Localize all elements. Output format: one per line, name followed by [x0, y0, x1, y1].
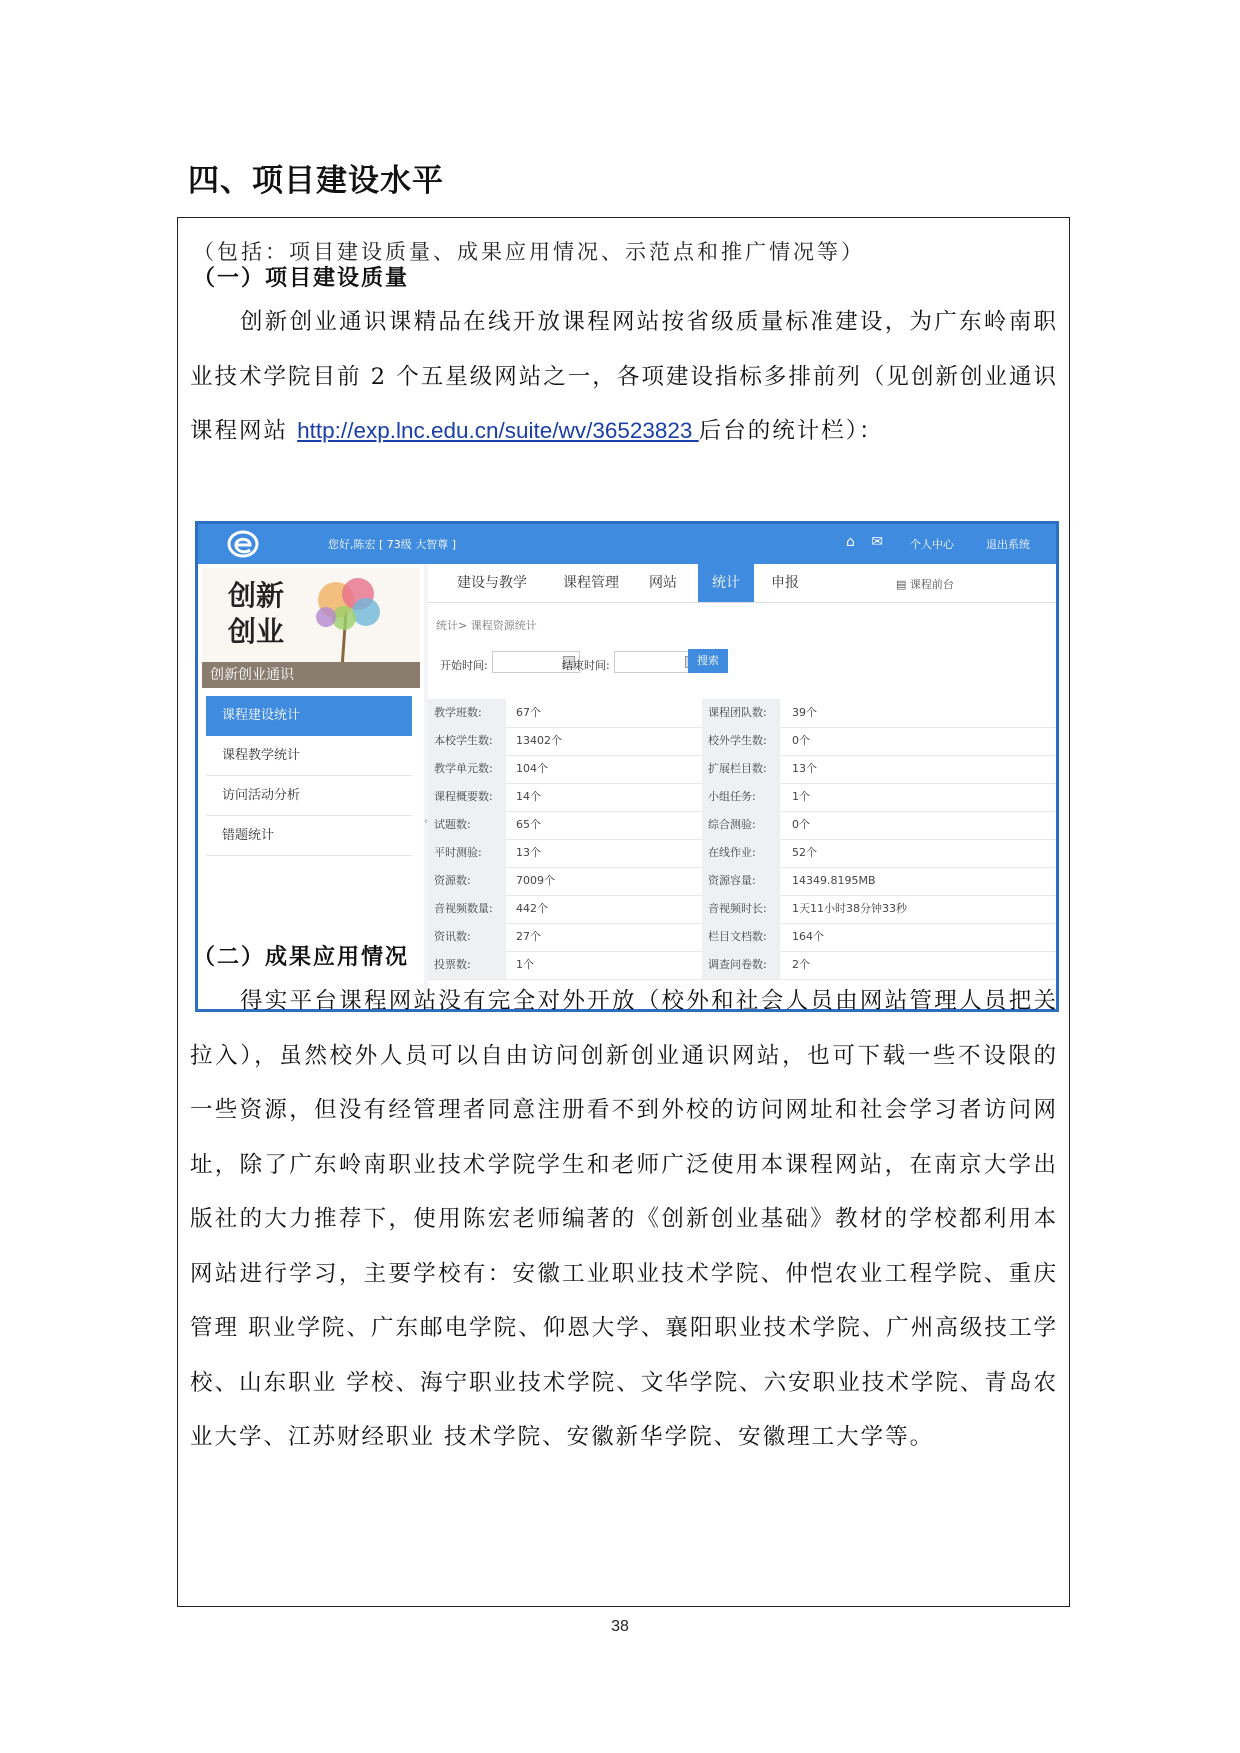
menu-visit-analysis[interactable]: 访问活动分析: [206, 776, 412, 816]
stat-value: 7009个: [516, 874, 555, 887]
user-greeting: 您好,陈宏 [ 73级 大智尊 ]: [328, 538, 457, 551]
table-row: [428, 867, 1058, 896]
user-center-link[interactable]: 个人中心: [910, 538, 954, 551]
table-row: [428, 811, 1058, 840]
table-row: [428, 755, 1058, 784]
tab-course-manage[interactable]: 课程管理: [563, 575, 619, 591]
quality-paragraph: [190, 295, 1058, 459]
banner-caption: 创新创业通识: [202, 662, 420, 688]
end-time-label: 结束时间:: [562, 659, 610, 672]
application-paragraph: 得实平台课程网站没有完全对外开放（校外和社会人员由网站管理人员把关拉入），虽然校外人员可以自由访问创新创业通识网站，也可下载一些不设限的一些资源，但没有经管理者同意注册看不到外校的访问网址和社会学习者访问网址，除了广东岭南职业技术学院学生和老师广泛使用本课程网站，在南京大学出版社的大力推荐下，使用陈宏老师编著的《创新创业基础》教材的学校都利用本网站进行学习，主要学校有：安徽工业职业技术学院、仲恺农业工程学院、重庆管理 职业学院、广东邮电学院、仰恩大学、襄阳职业技术学院、广州高级技工学校、山东职业 学校、海宁职业技术学院、文华学院、六安职业技术学院、青岛农业大学、江苏财经职业 技术学院、安徽新华学院、安徽理工大学等。: [190, 988, 1058, 1450]
stat-value: 52个: [792, 846, 817, 859]
tree-illustration-icon: [306, 572, 406, 668]
stat-label: 本校学生数:: [428, 727, 506, 755]
start-time-label: 开始时间:: [440, 659, 488, 672]
quality-text-end: 后台的统计栏）：: [698, 418, 884, 444]
stats-panel: [428, 603, 1058, 1012]
search-button[interactable]: 搜索: [688, 649, 728, 673]
tab-statistics[interactable]: 统计: [698, 564, 754, 602]
table-row: [428, 727, 1058, 756]
home-mail-icons[interactable]: ⌂ ✉: [846, 534, 890, 550]
stat-label: 资讯数:: [428, 923, 506, 951]
logout-link[interactable]: 退出系统: [986, 538, 1030, 551]
stat-label: 资源数:: [428, 867, 506, 895]
stat-label: 试题数:: [428, 811, 506, 839]
stat-label: 课程概要数:: [428, 783, 506, 811]
stat-value: 13个: [792, 762, 817, 775]
platform-topbar: [198, 524, 1056, 564]
table-row: [428, 783, 1058, 812]
collapse-arrow-icon[interactable]: ‹: [424, 816, 428, 827]
table-row: [428, 839, 1058, 868]
course-front-link[interactable]: ▤ 课程前台: [896, 578, 954, 591]
stat-value: 27个: [516, 930, 541, 943]
stat-value: 39个: [792, 706, 817, 719]
banner-line-2: 创业: [228, 615, 285, 648]
stat-label: 扩展栏目数:: [702, 755, 780, 783]
platform-statistics-screenshot: [195, 521, 1059, 1012]
stat-label: 平时测验:: [428, 839, 506, 867]
stat-label: 综合测验:: [702, 811, 780, 839]
menu-course-teaching-stats[interactable]: 课程教学统计: [206, 736, 412, 776]
platform-logo-icon: [226, 527, 260, 561]
stat-value: 1个: [516, 958, 534, 971]
stat-value: 1天11小时38分钟33秒: [792, 902, 907, 915]
breadcrumb: 统计> 课程资源统计: [436, 619, 537, 632]
stat-label: 音视频时长:: [702, 895, 780, 923]
stat-label: 教学班数:: [428, 699, 506, 727]
banner-title: [228, 578, 284, 650]
subsection-title-application: （二）成果应用情况: [193, 945, 410, 970]
stat-value: 65个: [516, 818, 541, 831]
stat-value: 14349.8195MB: [792, 874, 876, 887]
menu-error-stats[interactable]: 错题统计: [206, 816, 412, 856]
top-nav: [428, 564, 1058, 603]
stat-label: 小组任务:: [702, 783, 780, 811]
stat-value: 104个: [516, 762, 548, 775]
stat-label: 校外学生数:: [702, 727, 780, 755]
stat-value: 2个: [792, 958, 810, 971]
stat-label: 课程团队数:: [702, 699, 780, 727]
table-row: [428, 699, 1058, 728]
course-site-link[interactable]: http://exp.lnc.edu.cn/suite/wv/36523823: [297, 418, 699, 443]
stat-value: 13402个: [516, 734, 562, 747]
table-row: [428, 923, 1058, 952]
stat-value: 164个: [792, 930, 824, 943]
scope-note: （包括：项目建设质量、成果应用情况、示范点和推广情况等）: [193, 240, 865, 264]
stat-value: 442个: [516, 902, 548, 915]
stat-label: 栏目文档数:: [702, 923, 780, 951]
banner-line-1: 创新: [228, 579, 285, 612]
stat-value: 67个: [516, 706, 541, 719]
stat-label: 在线作业:: [702, 839, 780, 867]
tab-apply[interactable]: 申报: [771, 575, 799, 591]
stat-label: 教学单元数:: [428, 755, 506, 783]
stat-label: 音视频数量:: [428, 895, 506, 923]
page-number: 38: [611, 1618, 629, 1635]
stat-label: 投票数:: [428, 951, 506, 979]
stat-value: 13个: [516, 846, 541, 859]
stat-label: 资源容量:: [702, 867, 780, 895]
stat-value: 1个: [792, 790, 810, 803]
subsection-title-quality: （一）项目建设质量: [193, 266, 410, 291]
section-heading: 四、项目建设水平: [188, 163, 444, 199]
quality-text: 创新创业通识课精品在线开放课程网站按省级质量标准建设，为广东岭南职业技术学院目前 2 个五星级网站之一，各项建设指标多排前列（见创新创业通识课程网站: [190, 309, 1058, 444]
tab-build-teaching[interactable]: 建设与教学: [457, 575, 527, 591]
course-banner: [202, 568, 420, 688]
tab-website[interactable]: 网站: [649, 575, 677, 591]
stat-value: 0个: [792, 818, 810, 831]
stat-value: 14个: [516, 790, 541, 803]
stat-value: 0个: [792, 734, 810, 747]
menu-course-build-stats[interactable]: 课程建设统计: [206, 696, 412, 736]
table-row: [428, 895, 1058, 924]
stat-label: 调查问卷数:: [702, 951, 780, 979]
